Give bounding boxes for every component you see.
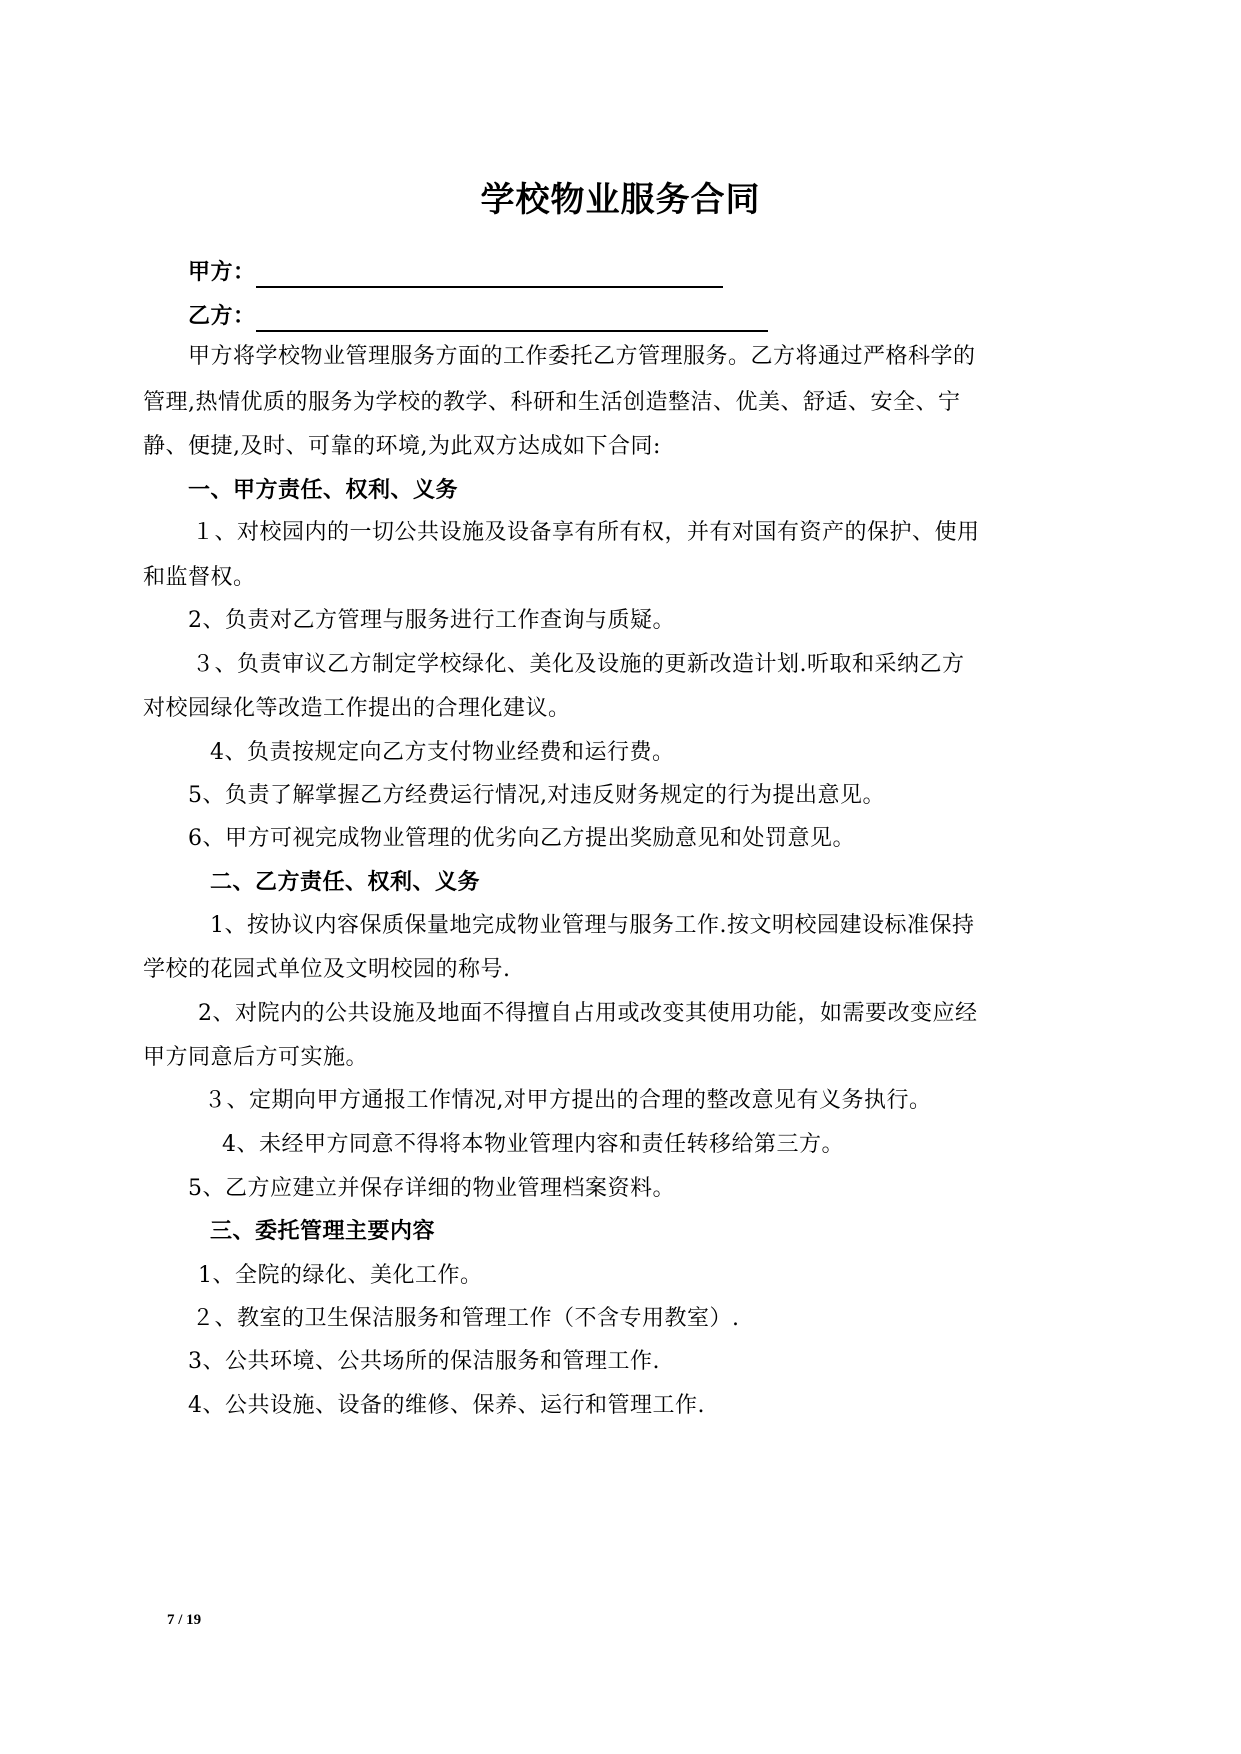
section-heading: 三、委托管理主要内容 xyxy=(210,1219,436,1244)
clause-line: 学校的花园式单位及文明校园的称号. xyxy=(143,957,511,982)
party-a-label: 甲方： xyxy=(188,260,256,285)
clause-line: ３、定期向甲方通报工作情况,对甲方提出的合理的整改意见有义务执行。 xyxy=(204,1088,932,1113)
clause-line: ３、负责审议乙方制定学校绿化、美化及设施的更新改造计划.听取和采纳乙方 xyxy=(192,652,965,677)
document-title: 学校物业服务合同 xyxy=(480,180,761,220)
clause-line: 5、乙方应建立并保存详细的物业管理档案资料。 xyxy=(188,1176,675,1201)
clause-line: 5、负责了解掌握乙方经费运行情况,对违反财务规定的行为提出意见。 xyxy=(188,783,885,808)
clause-line: 2、负责对乙方管理与服务进行工作查询与质疑。 xyxy=(188,608,675,633)
section-heading: 二、乙方责任、权利、义务 xyxy=(210,870,481,895)
intro-line: 静、便捷,及时、可靠的环境,为此双方达成如下合同: xyxy=(143,434,661,459)
clause-line: 4、公共设施、设备的维修、保养、运行和管理工作. xyxy=(188,1393,705,1418)
clause-line: 1、按协议内容保质保量地完成物业管理与服务工作.按文明校园建设标准保持 xyxy=(210,913,975,938)
clause-line: 6、甲方可视完成物业管理的优劣向乙方提出奖励意见和处罚意见。 xyxy=(188,826,855,851)
clause-line: 甲方同意后方可实施。 xyxy=(143,1045,369,1070)
party-a-blank xyxy=(256,262,723,288)
page-number: 7 / 19 xyxy=(167,1612,202,1628)
clause-line: 2、对院内的公共设施及地面不得擅自占用或改变其使用功能，如需要改变应经 xyxy=(198,1001,978,1026)
clause-line: 4、未经甲方同意不得将本物业管理内容和责任转移给第三方。 xyxy=(222,1132,844,1157)
section-heading: 一、甲方责任、权利、义务 xyxy=(188,478,459,503)
party-b-label: 乙方： xyxy=(188,304,256,329)
clause-line: 1、全院的绿化、美化工作。 xyxy=(198,1263,483,1288)
clause-line: 对校园绿化等改造工作提出的合理化建议。 xyxy=(143,696,571,721)
party-a-line xyxy=(188,258,723,288)
intro-line: 管理,热情优质的服务为学校的教学、科研和生活创造整洁、优美、舒适、安全、宁 xyxy=(143,390,961,415)
party-b-line xyxy=(188,302,768,332)
clause-line: １、对校园内的一切公共设施及设备享有所有权，并有对国有资产的保护、使用 xyxy=(192,520,980,545)
clause-line: 和监督权。 xyxy=(143,565,256,590)
clause-line: 3、公共环境、公共场所的保洁服务和管理工作. xyxy=(188,1349,660,1374)
intro-line: 甲方将学校物业管理服务方面的工作委托乙方管理服务。乙方将通过严格科学的 xyxy=(188,344,976,369)
clause-line: 4、负责按规定向乙方支付物业经费和运行费。 xyxy=(210,740,675,765)
clause-line: ２、教室的卫生保洁服务和管理工作（不含专用教室）. xyxy=(192,1306,740,1331)
party-b-blank xyxy=(256,306,768,332)
